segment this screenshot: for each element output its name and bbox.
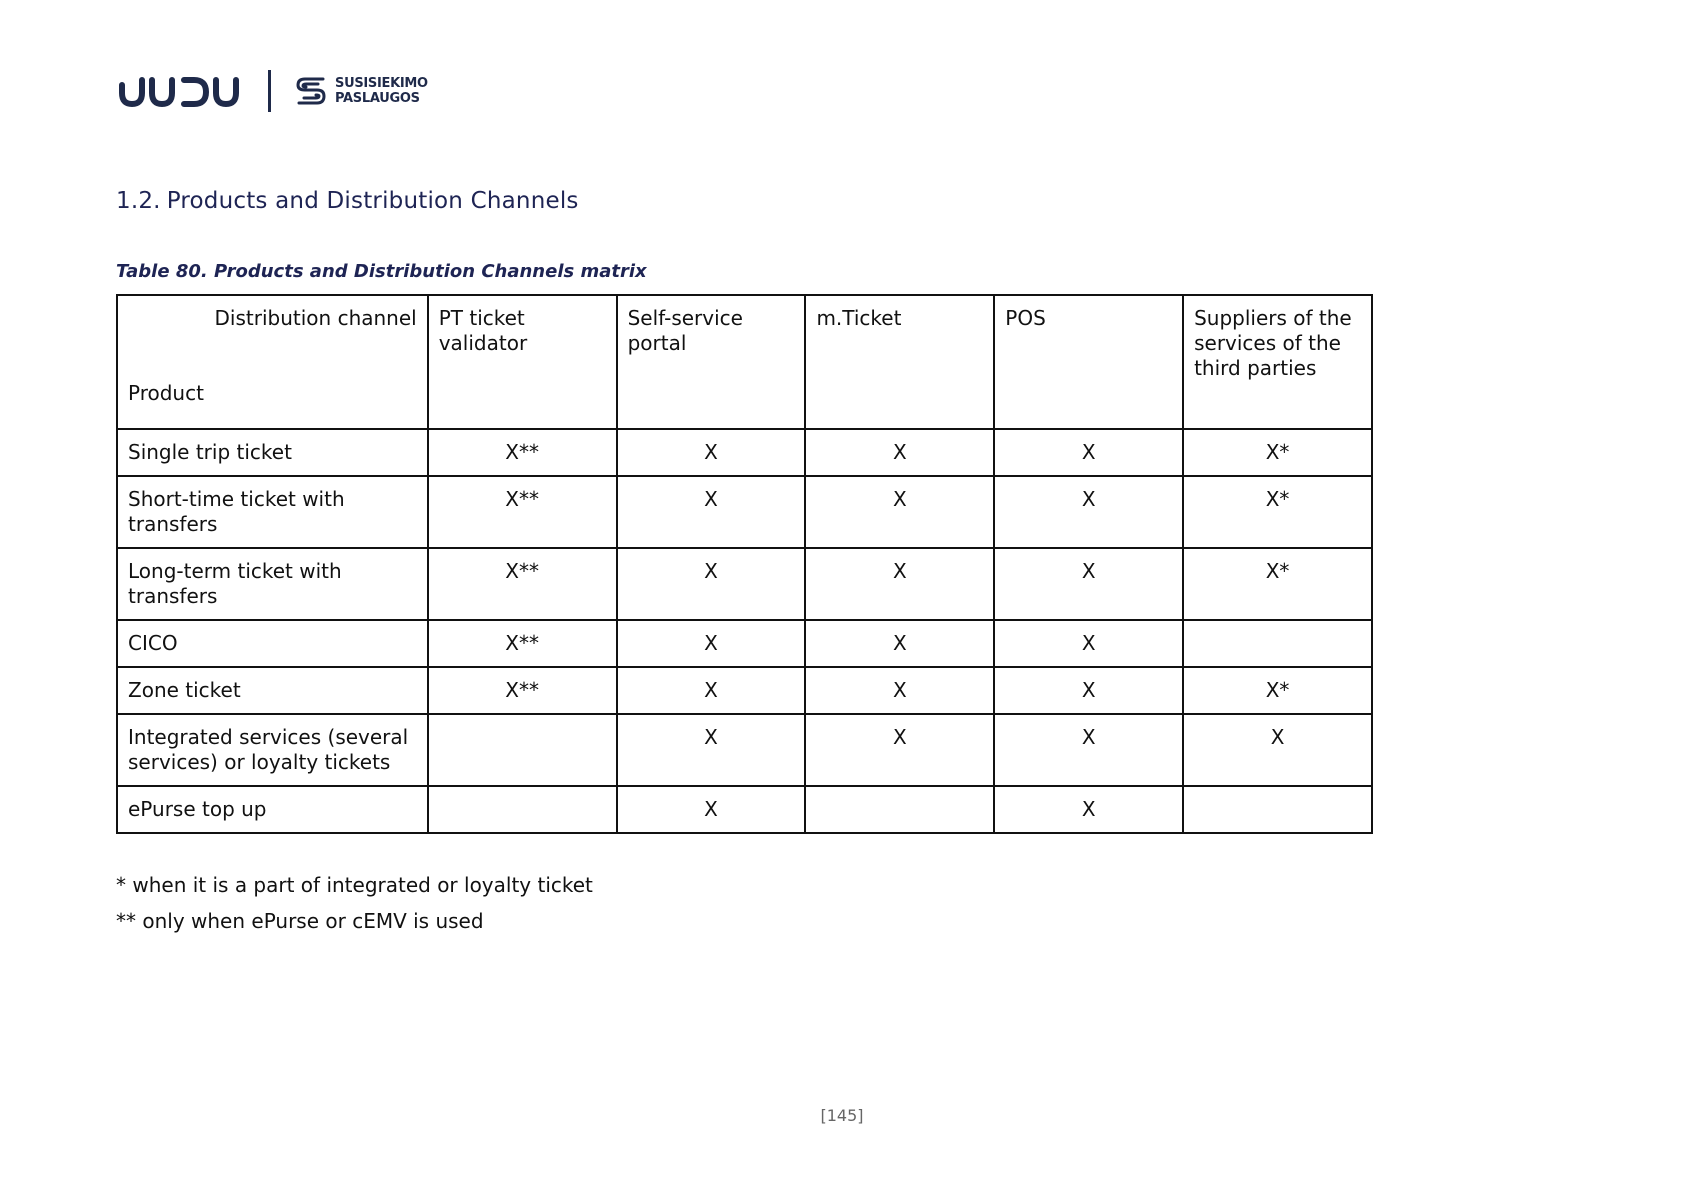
column-header: Self-service portal: [617, 295, 806, 429]
table-caption: Table 80. Products and Distribution Channels matrix: [116, 261, 647, 282]
availability-cell: [1183, 620, 1372, 667]
table-row: [117, 429, 1372, 476]
product-cell: Integrated services (several services) or loyalty tickets: [117, 714, 428, 786]
availability-cell: X**: [428, 667, 617, 714]
products-channels-table: [116, 294, 1373, 834]
table-row: [117, 548, 1372, 620]
availability-cell: [428, 714, 617, 786]
availability-cell: X: [805, 714, 994, 786]
sp-mark-icon: [293, 73, 329, 109]
product-cell: CICO: [117, 620, 428, 667]
availability-cell: [805, 786, 994, 833]
table-row: [117, 667, 1372, 714]
logo-divider: [268, 70, 271, 112]
page-number: [145]: [820, 1106, 864, 1125]
availability-cell: X: [805, 429, 994, 476]
availability-cell: X: [805, 476, 994, 548]
availability-cell: X: [617, 714, 806, 786]
availability-cell: X: [1183, 714, 1372, 786]
availability-cell: X: [994, 667, 1183, 714]
availability-cell: X: [805, 667, 994, 714]
availability-cell: X*: [1183, 667, 1372, 714]
availability-cell: X: [994, 714, 1183, 786]
availability-cell: X*: [1183, 548, 1372, 620]
availability-cell: X: [617, 476, 806, 548]
column-header: POS: [994, 295, 1183, 429]
product-cell: Single trip ticket: [117, 429, 428, 476]
sp-line2: PASLAUGOS: [335, 91, 420, 106]
availability-cell: X**: [428, 548, 617, 620]
availability-cell: X: [617, 429, 806, 476]
availability-cell: X: [617, 667, 806, 714]
product-cell: Long-term ticket with transfers: [117, 548, 428, 620]
availability-cell: X: [994, 620, 1183, 667]
availability-cell: X: [617, 620, 806, 667]
availability-cell: X**: [428, 476, 617, 548]
section-title-text: Products and Distribution Channels: [166, 188, 579, 214]
availability-cell: X: [805, 548, 994, 620]
judu-logo: [116, 73, 242, 109]
availability-cell: X: [805, 620, 994, 667]
availability-cell: X**: [428, 429, 617, 476]
footnote-double-asterisk: ** only when ePurse or cEMV is used: [116, 909, 484, 933]
header-logos: [116, 70, 428, 112]
availability-cell: X**: [428, 620, 617, 667]
table-row: [117, 714, 1372, 786]
table-header-row: [117, 295, 1372, 429]
availability-cell: X: [617, 786, 806, 833]
availability-cell: X: [994, 429, 1183, 476]
availability-cell: X*: [1183, 476, 1372, 548]
column-header: m.Ticket: [805, 295, 994, 429]
table-row: [117, 476, 1372, 548]
product-label: Product: [128, 381, 204, 405]
availability-cell: X: [994, 786, 1183, 833]
product-cell: Short-time ticket with transfers: [117, 476, 428, 548]
sp-wordmark: [335, 76, 428, 106]
product-cell: Zone ticket: [117, 667, 428, 714]
table-row: [117, 620, 1372, 667]
susisiekimo-paslaugos-logo: [293, 73, 428, 109]
product-cell: ePurse top up: [117, 786, 428, 833]
table-row: [117, 786, 1372, 833]
footnote-single-asterisk: * when it is a part of integrated or loyalty ticket: [116, 873, 593, 897]
distribution-channel-label: Distribution channel: [214, 306, 417, 330]
column-header: PT ticket validator: [428, 295, 617, 429]
section-number: 1.2.: [116, 188, 161, 214]
availability-cell: X*: [1183, 429, 1372, 476]
sp-line1: SUSISIEKIMO: [335, 76, 428, 91]
section-title: [116, 188, 579, 214]
availability-cell: X: [994, 548, 1183, 620]
availability-cell: X: [617, 548, 806, 620]
corner-header-cell: [117, 295, 428, 429]
availability-cell: [1183, 786, 1372, 833]
availability-cell: [428, 786, 617, 833]
availability-cell: X: [994, 476, 1183, 548]
column-header: Suppliers of the services of the third parties: [1183, 295, 1372, 429]
